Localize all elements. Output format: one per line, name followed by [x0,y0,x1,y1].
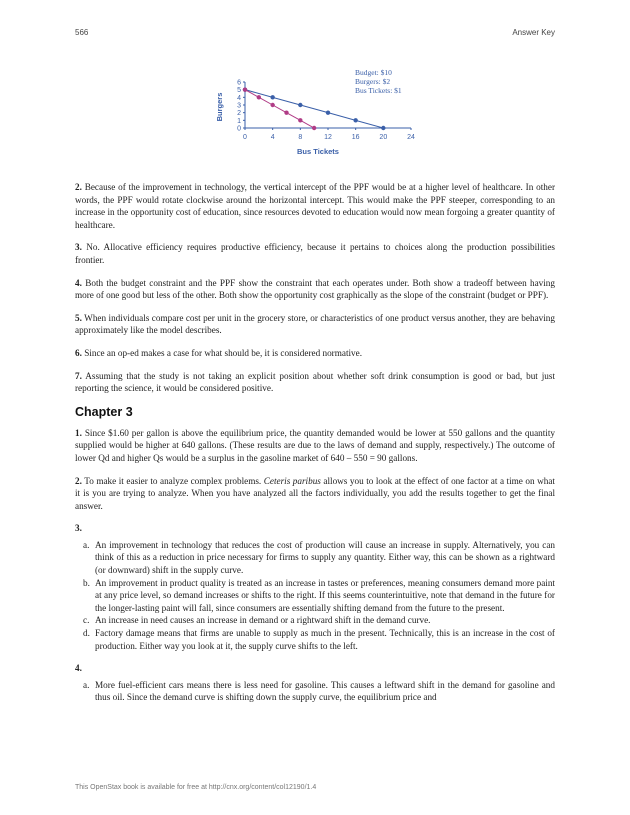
list-item: c. An increase in need causes an increase in demand or a rightward shift in the demand curve. [83,615,431,626]
y-axis-label: Burgers [215,92,224,122]
x-axis-label: Bus Tickets [297,147,339,156]
legend-entry: Bus Tickets: $1 [355,86,402,95]
data-point [326,110,330,114]
data-point [298,103,302,107]
y-tick-label: 0 [237,125,241,133]
list-item: a. More fuel-efficient cars means there is less need for gasoline. This causes a leftward shift in the demand for gasoline and thus oil. Since the demand curve is shifting down the supply curve, the equilibrium price and [83,679,555,703]
data-point [353,118,357,122]
data-point [243,87,247,91]
answer-ch3-3-number: 3. [75,523,82,534]
x-tick-label: 0 [243,134,247,141]
data-point [270,95,274,99]
y-tick-label: 6 [237,79,241,87]
legend-entry: Burgers: $2 [355,77,391,86]
y-tick-label: 1 [237,117,241,125]
answer-ch2-2: 2. Because of the improvement in technology, the vertical intercept of the PPF would be at a higher level of healthcare. In other words, the PPF would rotate clockwise around the horizontal intercept. This would make the PPF steeper, corresponding to an increase in the opportunity cost of education, since resources devoted to education would now mean forgoing a greater quantity of healthcare. [75,182,556,230]
answer-ch3-1: 1. Since $1.60 per gallon is above the equilibrium price, the quantity demanded would be lower at 550 gallons and the quantity supplied would be higher at 640 gallons. (These results are due to the laws of demand and supply, respectively.) The outcome of lower Qd and higher Qs would be a surplus in the gasoline market of 640 – 550 = 90 gallons. [75,427,556,463]
list-item: a. An improvement in technology that reduces the cost of production will cause an increase in supply. Alternatively, you can think of this as a reduction in price necessary for firms to supply any quantity. Either way, this can be shown as a rightward (or downward) shift in the supply curve. [83,539,555,576]
ppf-chart [205,62,425,162]
list-item: d. Factory damage means that firms are unable to supply as much in the present. Technically, this is an increase in the cost of production. Either way you look at it, the supply curve shifts to the left. [83,628,555,651]
x-tick-label: 4 [270,134,275,141]
x-tick-label: 16 [351,134,360,141]
chapter-heading: Chapter 3 [75,404,133,419]
answer-ch2-3: 3. No. Allocative efficiency requires productive efficiency, because it pertains to choices along the production possibilities frontier. [75,242,556,265]
answer-ch3-3-list [75,539,555,652]
data-point [298,118,302,122]
y-tick-label: 4 [237,94,241,102]
data-point [284,110,288,114]
answer-ch3-2: 2. To make it easier to analyze complex problems. Ceteris paribus allows you to look at the effect of one factor at a time on what it is you are trying to analyze. When you have analyzed all the factors individually, you add the results together to get the final answer. [75,475,555,511]
data-point [312,126,316,130]
answer-ch2-7: 7. Assuming that the study is not taking an explicit position about whether soft drink consumption is good or bad, but just reporting the science, it would be considered positive. [75,370,555,394]
page-number: 566 [75,28,89,37]
data-point [257,95,261,99]
data-point [381,126,385,130]
running-header: Answer Key [512,28,555,37]
list-item: b. An improvement in product quality is treated as an increase in tastes or preferences, meaning consumers demand more paint at any price level, so demand increases or shifts to the right. If this seems counterintuitive, note that demand in the future for the longer-lasting paint will fall, since consumers are essentially shifting demand from the future to the present. [83,577,555,613]
x-tick-label: 8 [298,134,303,141]
page-footer: This OpenStax book is available for free at http://cnx.org/content/col12190/1.4 [75,784,317,791]
answer-ch3-4-list [75,679,555,704]
legend-entry: Budget: $10 [355,68,392,77]
y-tick-label: 5 [237,87,241,95]
chart-legend [355,68,402,95]
answer-ch2-6: 6. Since an op-ed makes a case for what should be, it is considered normative. [75,347,363,358]
x-tick-label: 12 [324,134,332,141]
x-tick-label: 20 [379,134,388,141]
y-tick-label: 2 [237,110,241,118]
y-tick-label: 3 [237,102,241,110]
series-line [245,90,314,128]
series-line [245,90,383,128]
data-point [270,103,274,107]
x-tick-label: 24 [407,134,415,141]
answer-ch2-4: 4. Both the budget constraint and the PPF show the constraint that each operates under. Both show a tradeoff between having more of one good but less of the other. Both show the opportunity cost graphically as the slope of the constraint (budget or PPF). [75,277,555,301]
answer-content [75,181,555,714]
answer-ch3-4-number: 4. [75,663,82,674]
answer-ch2-5: 5. When individuals compare cost per unit in the grocery store, or characteristics of one product versus another, they are behaving approximately like the model describes. [75,312,555,336]
